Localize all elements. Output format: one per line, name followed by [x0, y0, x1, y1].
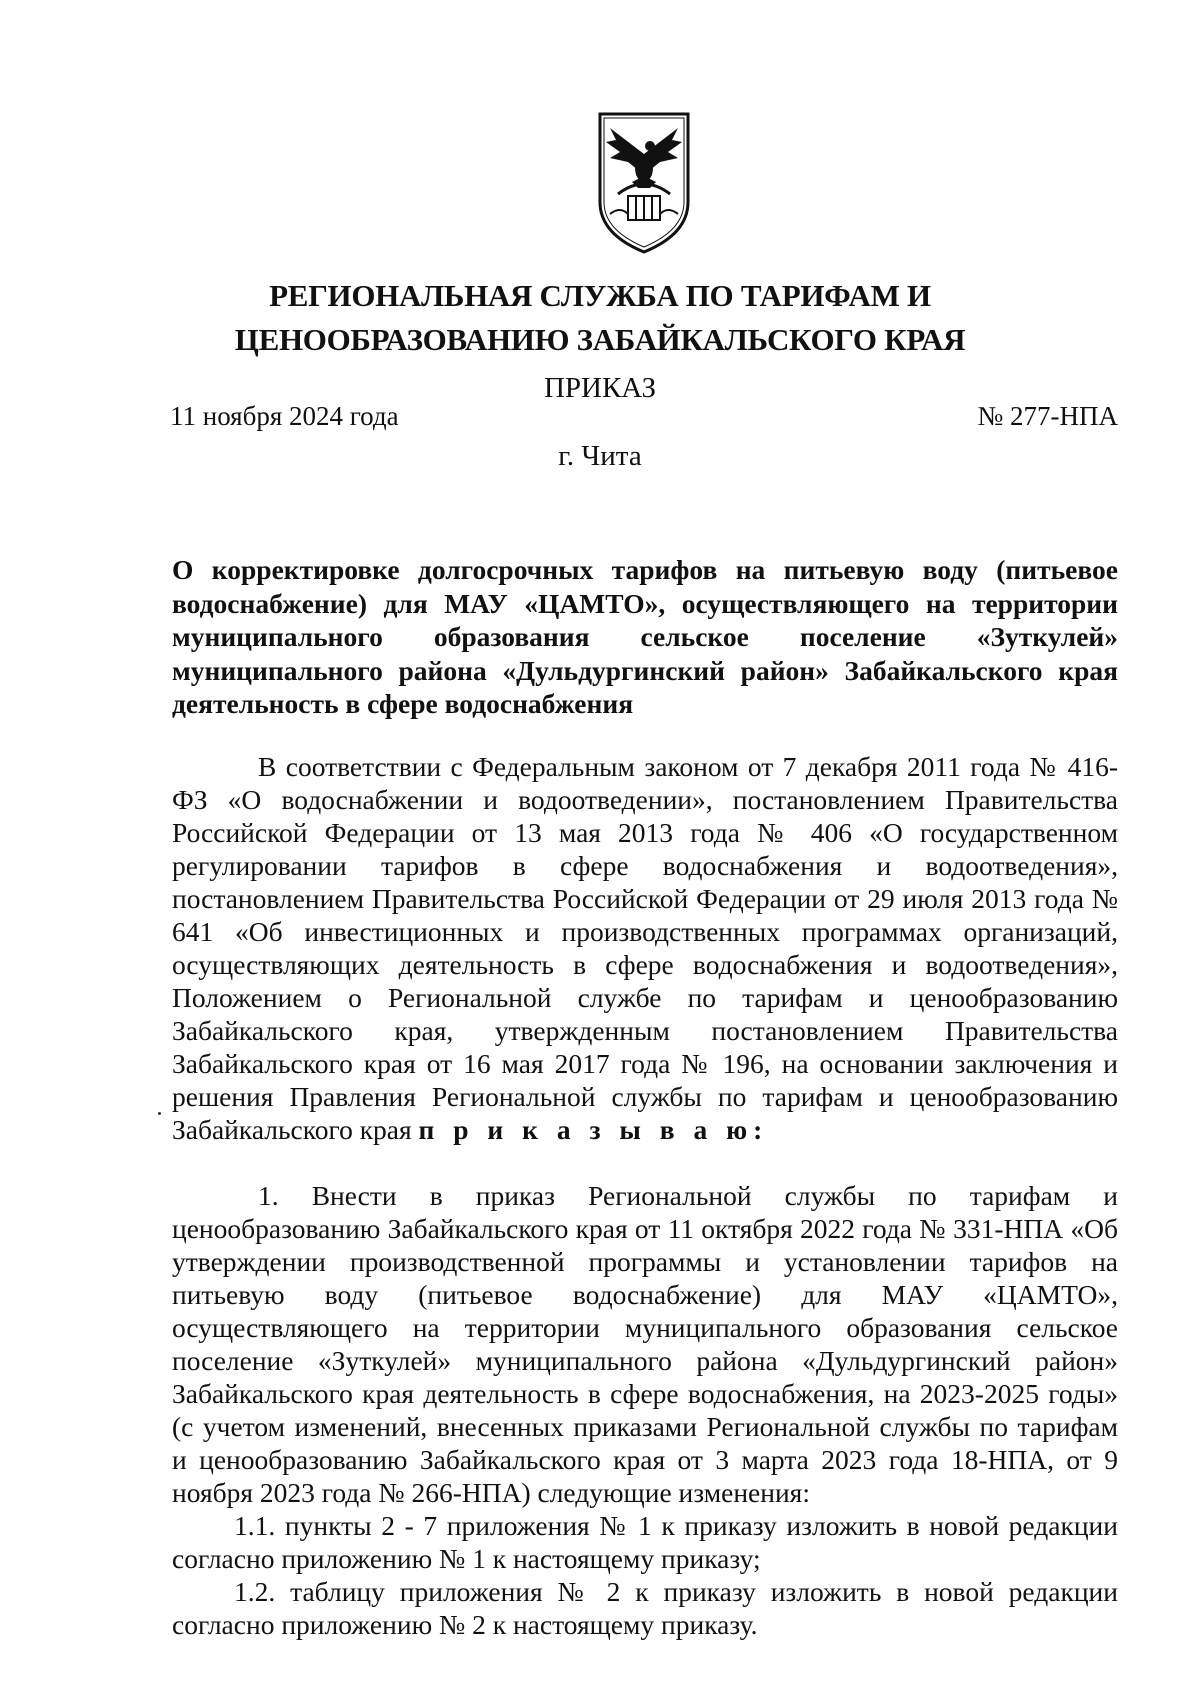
document-title: О корректировке долгосрочных тарифов на питьевую воду (питьевое водоснабжение) для МАУ «ЦАМТО», осуществляющего на территории муниципального образования сельское поселение «Зуткулей» муниципального района «Дульдургинский район» Забайкальского края деятельность в сфере водоснабжения [172, 554, 1118, 719]
agency-name-line-2: ЦЕНООБРАЗОВАНИЮ ЗАБАЙКАЛЬСКОГО КРАЯ [234, 322, 966, 357]
order-word: п р и к а з ы в а ю: [418, 1114, 769, 1145]
preamble-paragraph [172, 750, 1118, 1146]
item-1-1-paragraph: 1.1. пункты 2 - 7 приложения № 1 к приказу изложить в новой редакции согласно приложению № 1 к настоящему приказу; [172, 1510, 1118, 1574]
item-1-paragraph: 1. Внести в приказ Региональной службы по тарифам и ценообразованию Забайкальского края от 11 октября 2022 года № 331-НПА «Об утверждении производственной программы и установлении тарифов на питьевую воду (питьевое водоснабжение) для МАУ «ЦАМТО», осуществляющего на территории муниципального образования сельское поселение «Зуткулей» муниципального района «Дульдургинский район» Забайкальского края деятельность в сфере водоснабжения, на 2023-2025 годы» (с учетом изменений, внесенных приказами Региональной службы по тарифам и ценообразованию Забайкальского края от 3 марта 2023 года 18-НПА, от 9 ноября 2023 года № 266-НПА) следующие изменения: [172, 1180, 1118, 1508]
document-type: ПРИКАЗ [543, 372, 657, 404]
document-date: 11 ноября 2024 года [170, 401, 399, 431]
preamble-text: В соответствии с Федеральным законом от 7 декабря 2011 года № 416-ФЗ «О водоснабжении и водоотведении», постановлением Правительства Российской Федерации от 13 мая 2013 года № 406 «О государственном регулировании тарифов в сфере водоснабжения и водоотведения», постановлением Правительства Российской Федерации от 29 июля 2013 года № 641 «Об инвестиционных и производственных программах организаций, осуществляющих деятельность в сфере водоснабжения и водоотведения», Положением о Региональной службе по тарифам и ценообразованию Забайкальского края, утвержденным постановлением Правительства Забайкальского края от 16 мая 2017 года № 196, на основании заключения и решения Правления Региональной службы по тарифам и ценообразованию Забайкальского края [172, 751, 1118, 1145]
document-number: № 277-НПА [977, 401, 1118, 431]
agency-name-line-1: РЕГИОНАЛЬНАЯ СЛУЖБА ПО ТАРИФАМ И [269, 278, 931, 313]
coat-of-arms-icon [594, 110, 694, 256]
document-city: г. Чита [558, 440, 642, 472]
scan-speck [158, 1112, 161, 1115]
item-1-2-paragraph: 1.2. таблицу приложения № 2 к приказу изложить в новой редакции согласно приложению № 2 к настоящему приказу. [172, 1576, 1118, 1640]
document-body [172, 750, 1118, 1641]
